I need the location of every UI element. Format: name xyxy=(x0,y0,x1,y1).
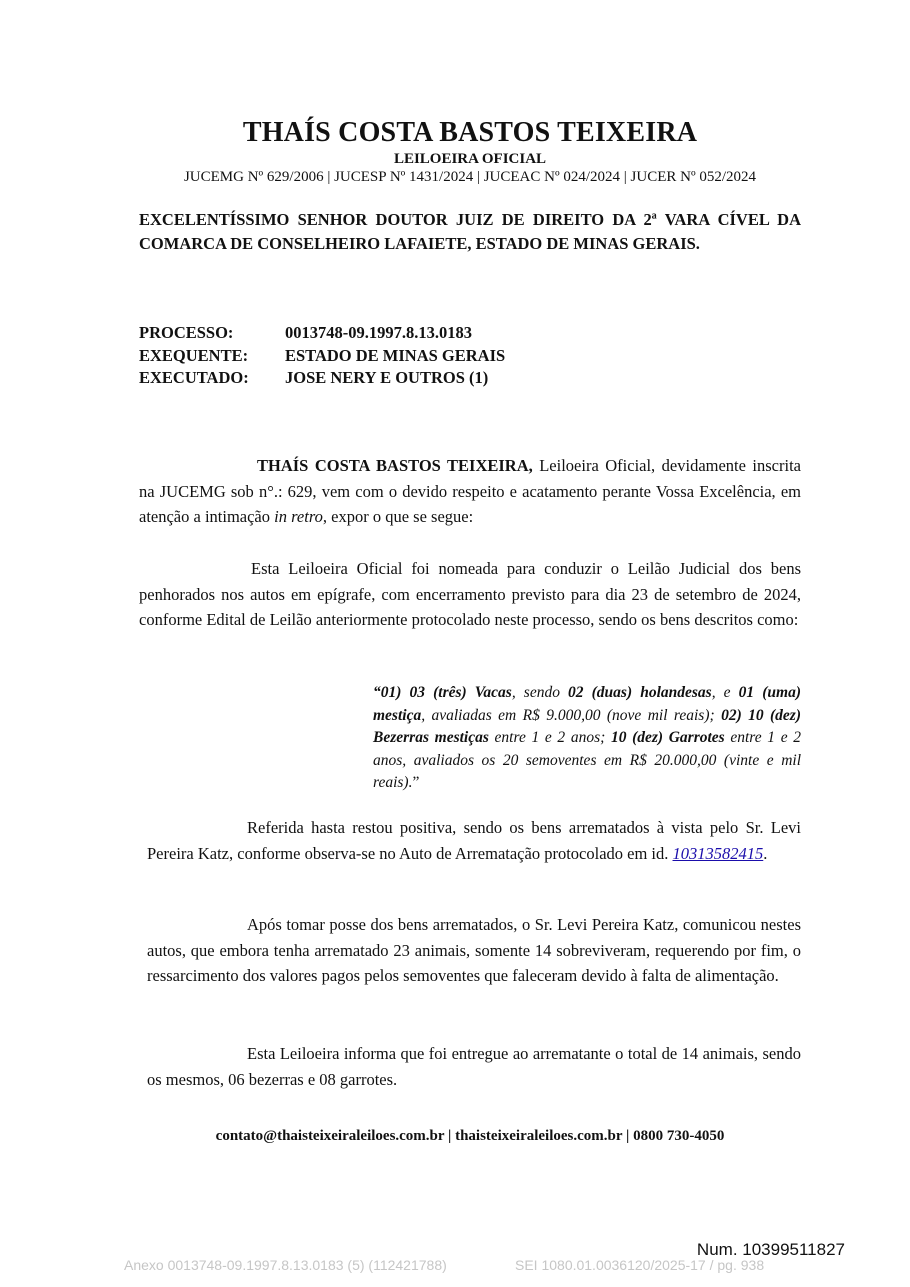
goods-quote xyxy=(373,682,801,795)
delivery-text: Esta Leiloeira informa que foi entregue ao arrematante o total de 14 animais, sendo os mesmos, 06 bezerras e 08 garrotes. xyxy=(147,1044,801,1089)
process-value: 0013748-09.1997.8.13.0183 xyxy=(285,323,472,342)
possession-text: Após tomar posse dos bens arrematados, o Sr. Levi Pereira Katz, comunicou nestes autos, que embora tenha arrematado 23 animais, somente 14 sobreviveram, requerendo por fim, o ressarcimento dos valores pagos pelos semoventes que faleceram devido à falta de alimentação. xyxy=(147,915,801,985)
quote-part: ” xyxy=(412,774,420,791)
auction-result-end: . xyxy=(763,843,768,863)
process-row xyxy=(139,322,505,345)
addressee-block: EXCELENTÍSSIMO SENHOR DOUTOR JUIZ DE DIREITO DA 2ª VARA CÍVEL DA COMARCA DE CONSELHEIRO LAFAIETE, ESTADO DE MINAS GERAIS. xyxy=(139,210,801,253)
lawyer-name-heading: THAÍS COSTA BASTOS TEIXEIRA xyxy=(242,117,698,148)
auction-result-text: Referida hasta restou positiva, sendo os bens arrematados à vista pelo Sr. Levi Pereira Katz, conforme observa-se no Auto de Arrematação protocolado em id. xyxy=(147,818,801,863)
intro-name: THAÍS COSTA BASTOS TEIXEIRA, xyxy=(257,456,533,475)
quote-part: , sendo xyxy=(511,684,569,701)
registrations-line: JUCEMG Nº 629/2006 | JUCESP Nº 1431/2024 | JUCEAC Nº 024/2024 | JUCER Nº 052/2024 xyxy=(183,169,757,185)
contact-footer: contato@thaisteixeiraleiloes.com.br | thaisteixeiraleiloes.com.br | 0800 730-4050 xyxy=(215,1128,725,1144)
quote-part: , avaliadas em R$ 9.000,00 (nove mil reais); xyxy=(421,706,722,724)
quote-part: , e xyxy=(711,684,739,701)
process-label: PROCESSO: xyxy=(139,323,234,342)
intro-text-a: Leiloeira Oficial, devidamente inscrita na JUCEMG sob n°.: 629, vem com o devido respeito e acatamento perante Vossa Excelência, em atenção a intimação xyxy=(139,456,801,526)
process-info-block xyxy=(139,322,505,390)
quote-part: 10 (dez) Garrotes xyxy=(610,729,725,746)
quote-part: 02) 10 (dez) Bezerras mestiças xyxy=(373,706,801,746)
quote-part: 01 (uma) mestiça xyxy=(373,684,801,724)
role-subtitle: LEILOEIRA OFICIAL xyxy=(393,151,547,167)
annex-reference: Anexo 0013748-09.1997.8.13.0183 (5) (112421788) xyxy=(124,1257,447,1273)
sei-reference: SEI 1080.01.0036120/2025-17 / pg. 938 xyxy=(515,1257,765,1273)
exequente-value: ESTADO DE MINAS GERAIS xyxy=(285,345,506,365)
intro-text-b: , expor o que se segue: xyxy=(322,507,474,526)
quote-part: “01) 03 (três) Vacas xyxy=(373,684,512,701)
executado-label: EXECUTADO: xyxy=(139,368,249,387)
possession-paragraph xyxy=(147,912,801,989)
exequente-label: EXEQUENTE: xyxy=(139,345,249,365)
nomination-text: Esta Leiloeira Oficial foi nomeada para conduzir o Leilão Judicial dos bens penhorados nos autos em epígrafe, com encerramento previsto para dia 23 de setembro de 2024, conforme Edital de Leilão anteriormente protocolado neste processo, sendo os bens descritos como: xyxy=(139,559,801,629)
exequente-row xyxy=(139,345,505,368)
quote-part: entre 1 e 2 anos; xyxy=(488,729,611,746)
intro-italic: in retro xyxy=(274,507,323,526)
nomination-paragraph xyxy=(139,556,801,633)
executado-value: JOSE NERY E OUTROS (1) xyxy=(285,368,489,387)
intro-paragraph xyxy=(139,453,801,530)
quote-part: entre 1 e 2 anos, avaliados os 20 semoventes em R$ 20.000,00 (vinte e mil reais). xyxy=(373,729,802,791)
auction-result-paragraph xyxy=(147,815,801,866)
delivery-paragraph xyxy=(147,1041,801,1092)
document-id-link[interactable]: 10313582415 xyxy=(672,843,764,863)
document-number-stamp: Num. 10399511827 xyxy=(696,1240,845,1259)
quote-part: 02 (duas) holandesas xyxy=(568,684,712,701)
executado-row xyxy=(139,367,505,390)
